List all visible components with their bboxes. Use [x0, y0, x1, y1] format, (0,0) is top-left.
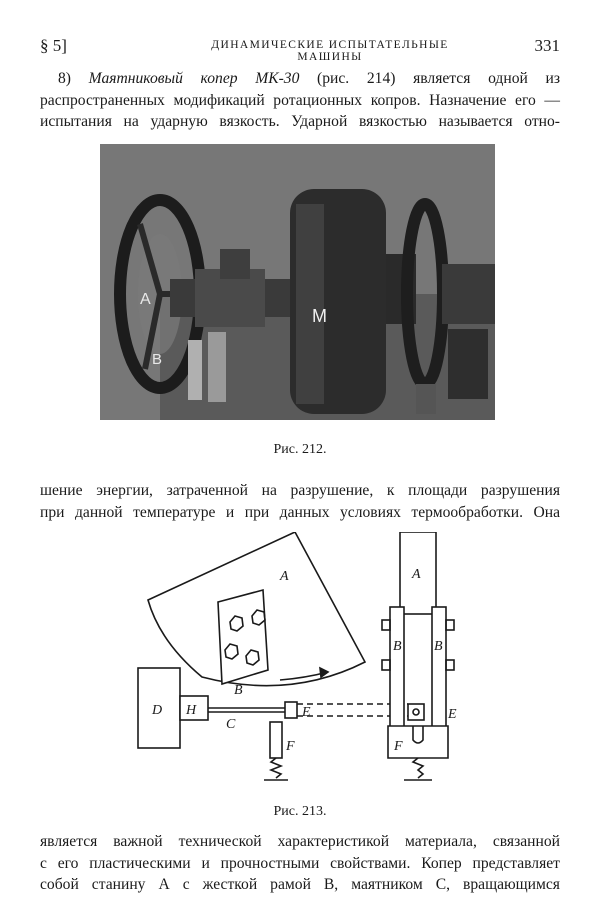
support-f	[270, 722, 282, 758]
photo-label-m: М	[312, 306, 327, 326]
label-d: D	[152, 703, 163, 718]
figure-caption-212: Рис. 212.	[273, 442, 327, 457]
paragraph-description	[40, 831, 560, 896]
label-f-left: F	[286, 739, 295, 754]
item-number: 8)	[58, 70, 71, 87]
label-b-right-1: В	[393, 639, 402, 654]
text-line: испытания на ударную вязкость. Ударной вязкостью называется отно-	[40, 113, 560, 130]
paragraph-continuation	[40, 480, 560, 523]
label-a-left: А	[280, 569, 289, 584]
text-line: шение энергии, затраченной на разрушение, к площади разрушения	[40, 482, 560, 499]
label-b-right-2: В	[434, 639, 443, 654]
section-marker: § 5]	[40, 36, 67, 55]
text-fragment: (рис. 214) является одной из	[317, 70, 560, 87]
running-title: ДИНАМИЧЕСКИЕ ИСПЫТАТЕЛЬНЫЕ МАШИНЫ	[211, 39, 449, 63]
machine-photo	[100, 144, 495, 420]
photo-label-a: А	[140, 291, 151, 308]
label-f-right: F	[394, 739, 403, 754]
label-a-right: А	[412, 567, 421, 582]
text-line: является важной технической характеристикой материала, связанной	[40, 833, 560, 850]
label-b-left: В	[234, 683, 243, 698]
paragraph-intro	[40, 68, 560, 133]
figure-caption-213: Рис. 213.	[273, 804, 327, 819]
label-e-right: Е	[448, 707, 457, 722]
photo-label-b: В	[152, 351, 163, 368]
label-h: Н	[186, 703, 197, 718]
specimen-e	[285, 702, 297, 718]
text-line: при данной температуре и при данных условиях термообработки. Она	[40, 503, 560, 521]
label-c: С	[226, 717, 236, 732]
text-line: собой станину А с жесткой рамой В, маятником С, вращающимся	[40, 876, 560, 893]
machine-title: Маятниковый копер МК-30	[88, 70, 300, 87]
page-number: 331	[534, 36, 560, 55]
pendulum-arm	[218, 590, 268, 684]
schematic-diagram	[130, 532, 470, 802]
text-line: с его пластическими и прочностными свойствами. Копер представляет	[40, 854, 560, 872]
label-e-left: Е	[302, 705, 311, 720]
page-header	[40, 36, 560, 63]
text-line	[40, 68, 560, 90]
text-line: распространенных модификаций ротационных копров. Назначение его —	[40, 91, 560, 109]
